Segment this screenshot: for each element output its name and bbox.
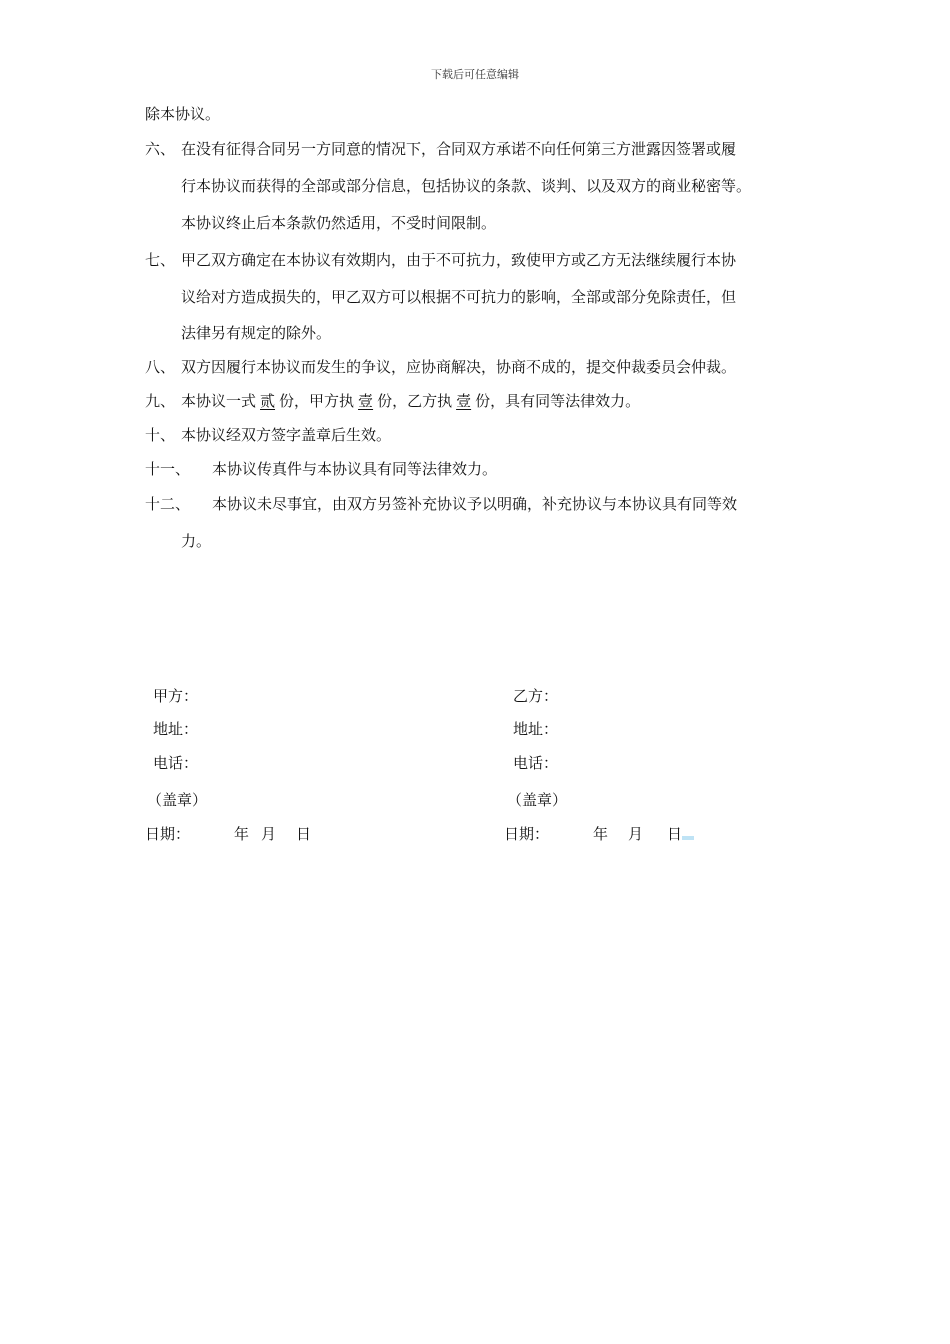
party-b-date <box>504 823 694 844</box>
clause-7-number: 七、 <box>145 251 176 269</box>
clause-12-line-1 <box>145 486 817 523</box>
party-a-date <box>145 823 311 844</box>
clause-6-line-1 <box>145 131 817 168</box>
copies-count: 贰 <box>260 392 276 410</box>
clause-9-text-3: 份，乙方执 <box>377 392 453 410</box>
clause-7-line-3: 法律另有规定的除外。 <box>181 324 332 342</box>
clause-9 <box>145 384 817 418</box>
party-a-label: 甲方： <box>153 687 199 705</box>
party-a-year: 年 <box>234 825 250 843</box>
clause-8-text: 双方因履行本协议而发生的争议，应协商解决，协商不成的，提交仲裁委员会仲裁。 <box>181 358 737 376</box>
clause-9-text-2: 份，甲方执 <box>279 392 355 410</box>
clause-7-line-1 <box>145 242 817 279</box>
party-a-copies: 壹 <box>358 392 374 410</box>
agreement-body <box>145 97 817 560</box>
clause-6-line-2: 行本协议而获得的全部或部分信息，包括协议的条款、谈判、以及双方的商业秘密等。 <box>181 177 752 195</box>
clause-12-number: 十二、 <box>145 495 191 513</box>
clause-6-line-3: 本协议终止后本条款仍然适用，不受时间限制。 <box>181 214 497 232</box>
clause-11-number: 十一、 <box>145 460 191 478</box>
clause-continuation: 除本协议。 <box>145 105 221 123</box>
clause-8-number: 八、 <box>145 358 176 376</box>
party-a-date-label: 日期： <box>145 825 191 843</box>
header-note: 下载后可任意编辑 <box>431 68 519 81</box>
clause-9-text-4: 份，具有同等法律效力。 <box>475 392 641 410</box>
party-b-year: 年 <box>593 825 609 843</box>
clause-6-text: 在没有征得合同另一方同意的情况下，合同双方承诺不向任何第三方泄露因签署或履 <box>181 140 737 158</box>
party-b-date-label: 日期： <box>504 825 550 843</box>
clause-10-text: 本协议经双方签字盖章后生效。 <box>181 426 392 444</box>
party-a-day: 日 <box>296 825 312 843</box>
party-a-month: 月 <box>261 825 277 843</box>
clause-8 <box>145 350 817 384</box>
party-b-copies: 壹 <box>456 392 472 410</box>
text-cursor-highlight <box>682 836 694 840</box>
party-a-seal-label: （盖章） <box>147 791 208 809</box>
party-b-label: 乙方： <box>513 687 559 705</box>
clause-11-text: 本协议传真件与本协议具有同等法律效力。 <box>212 460 498 478</box>
party-b-month: 月 <box>628 825 644 843</box>
party-a-address-label: 地址： <box>153 720 199 738</box>
party-b-seal-label: （盖章） <box>507 791 568 809</box>
clause-7-text: 甲乙双方确定在本协议有效期内，由于不可抗力，致使甲方或乙方无法继续履行本协 <box>181 251 737 269</box>
clause-10 <box>145 418 817 452</box>
clause-6-number: 六、 <box>145 140 176 158</box>
clause-9-text-1: 本协议一式 <box>181 392 257 410</box>
party-b-address-label: 地址： <box>513 720 559 738</box>
clause-12-text: 本协议未尽事宜，由双方另签补充协议予以明确，补充协议与本协议具有同等效 <box>212 495 738 513</box>
clause-11 <box>145 452 817 486</box>
clause-10-number: 十、 <box>145 426 176 444</box>
clause-12-line-2: 力。 <box>181 532 212 550</box>
clause-7-line-2: 议给对方造成损失的，甲乙双方可以根据不可抗力的影响，全部或部分免除责任，但 <box>181 288 737 306</box>
party-b-phone-label: 电话： <box>513 754 559 772</box>
party-b-day: 日 <box>667 825 683 843</box>
party-a-phone-label: 电话： <box>153 754 199 772</box>
clause-9-number: 九、 <box>145 392 176 410</box>
